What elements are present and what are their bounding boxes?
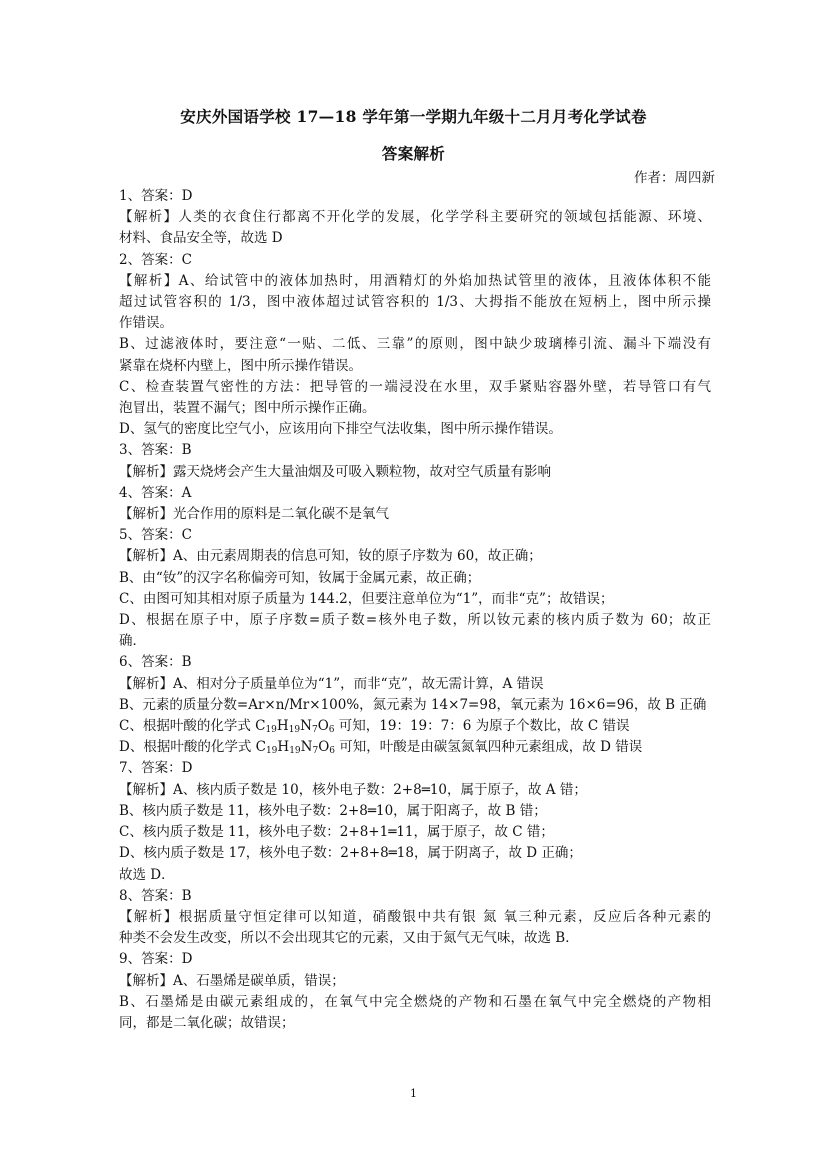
text-line: B、元素的质量分数=Ar×n/Mr×100%，氮元素为 14×7=98，氧元素为 16×6=96，故 B 正确	[119, 696, 707, 713]
text-line: D、根据在原子中，原子序数=质子数=核外电子数，所以钕元素的核内质子数为 60；故正	[119, 612, 711, 629]
text-line: 材料、食品安全等，故选 D	[119, 230, 283, 247]
text-line: 8、答案：B	[119, 887, 192, 904]
text-line: 种类不会发生改变，所以不会出现其它的元素，又由于氮气无气味，故选 B．	[119, 930, 579, 947]
text-line: B、由“钕”的汉字名称偏旁可知，钕属于金属元素，故正确；	[119, 569, 481, 586]
formula-line: D、根据叶酸的化学式 $C_{19}H_{19}N_7O_6$ 可知，叶酸是由碳氢氮氧四种元素组成，故 D 错误	[119, 739, 643, 757]
text-line: D、氢气的密度比空气小，应该用向下排空气法收集，图中所示操作错误。	[119, 421, 562, 438]
text-line: 4、答案：A	[119, 484, 192, 501]
text-line: 5、答案：C	[119, 527, 192, 544]
document-title: 安庆外国语学校 17—18 学年第一学期九年级十二月月考化学试卷	[180, 107, 647, 126]
text-line: 泡冒出，装置不漏气；图中所示操作正确。	[119, 400, 376, 417]
text-line: 7、答案：D	[119, 760, 193, 777]
text-line: C、核内质子数是 11，核外电子数：2+8+1═11，属于原子，故 C 错；	[119, 824, 554, 841]
text-line: 2、答案：C	[119, 251, 192, 268]
text-line: 超过试管容积的 1/3，图中液体超过试管容积的 1/3、大拇指不能放在短柄上，图中所示操	[119, 294, 711, 311]
text-line: 1、答案：D	[119, 188, 193, 204]
text-line: C、由图可知其相对原子质量为 144.2，但要注意单位为“1”，而非“克”；故错误；	[119, 590, 614, 607]
text-line: D、核内质子数是 17，核外电子数：2+8+8═18，属于阴离子，故 D 正确；	[119, 845, 582, 862]
text-line: 9、答案：D	[119, 951, 193, 968]
text-line: 【解析】根据质量守恒定律可以知道，硝酸银中共有银 氮 氧三种元素，反应后各种元素的	[119, 908, 711, 925]
author-line: 作者：周四新	[634, 170, 715, 186]
text-line: 【解析】A、石墨烯是碳单质，错误；	[119, 972, 345, 989]
text-line: 紧靠在烧杯内壁上，图中所示操作错误。	[119, 357, 362, 374]
text-line: B、过滤液体时，要注意“一贴、二低、三靠”的原则，图中缺少玻璃棒引流、漏斗下端没有	[119, 336, 711, 353]
text-line: 【解析】A、相对分子质量单位为“1”，而非“克”，故无需计算，A 错误	[119, 675, 544, 692]
text-line: 作错误。	[119, 315, 173, 332]
text-line: B、核内质子数是 11，核外电子数：2+8═10，属于阳离子，故 B 错；	[119, 802, 547, 819]
text-line: 6、答案：B	[119, 654, 192, 671]
text-line: 同，都是二氧化碳；故错误；	[119, 1014, 295, 1031]
text-line: 故选 D．	[119, 866, 175, 883]
text-line: 【解析】人类的衣食住行都离不开化学的发展，化学学科主要研究的领域包括能源、环境、	[119, 209, 711, 226]
formula-line: C、根据叶酸的化学式 $C_{19}H_{19}N_7O_6$ 可知，19：19：7：6 为原子个数比，故 C 错误	[119, 718, 630, 736]
document-subtitle: 答案解析	[381, 144, 446, 163]
answer-body	[119, 186, 711, 1034]
text-line: C、检查装置气密性的方法：把导管的一端浸没在水里，双手紧贴容器外壁，若导管口有气	[119, 378, 711, 395]
text-line: 3、答案：B	[119, 442, 192, 459]
text-line: 【解析】A、给试管中的液体加热时，用酒精灯的外焰加热试管里的液体，且液体体积不能	[119, 272, 711, 289]
text-line: 【解析】A、核内质子数是 10，核外电子数：2+8═10，属于原子，故 A 错；	[119, 781, 587, 798]
text-line: 【解析】A、由元素周期表的信息可知，钕的原子序数为 60，故正确；	[119, 548, 542, 565]
text-line: 【解析】露天烧烤会产生大量油烟及可吸入颗粒物，故对空气质量有影响	[119, 463, 551, 480]
text-line: B、石墨烯是由碳元素组成的，在氧气中完全燃烧的产物和石墨在氧气中完全燃烧的产物相	[119, 993, 711, 1010]
text-line: 【解析】光合作用的原料是二氧化碳不是氧气	[119, 506, 389, 523]
text-line: 确．	[119, 633, 146, 650]
page-number: 1	[410, 1087, 417, 1100]
